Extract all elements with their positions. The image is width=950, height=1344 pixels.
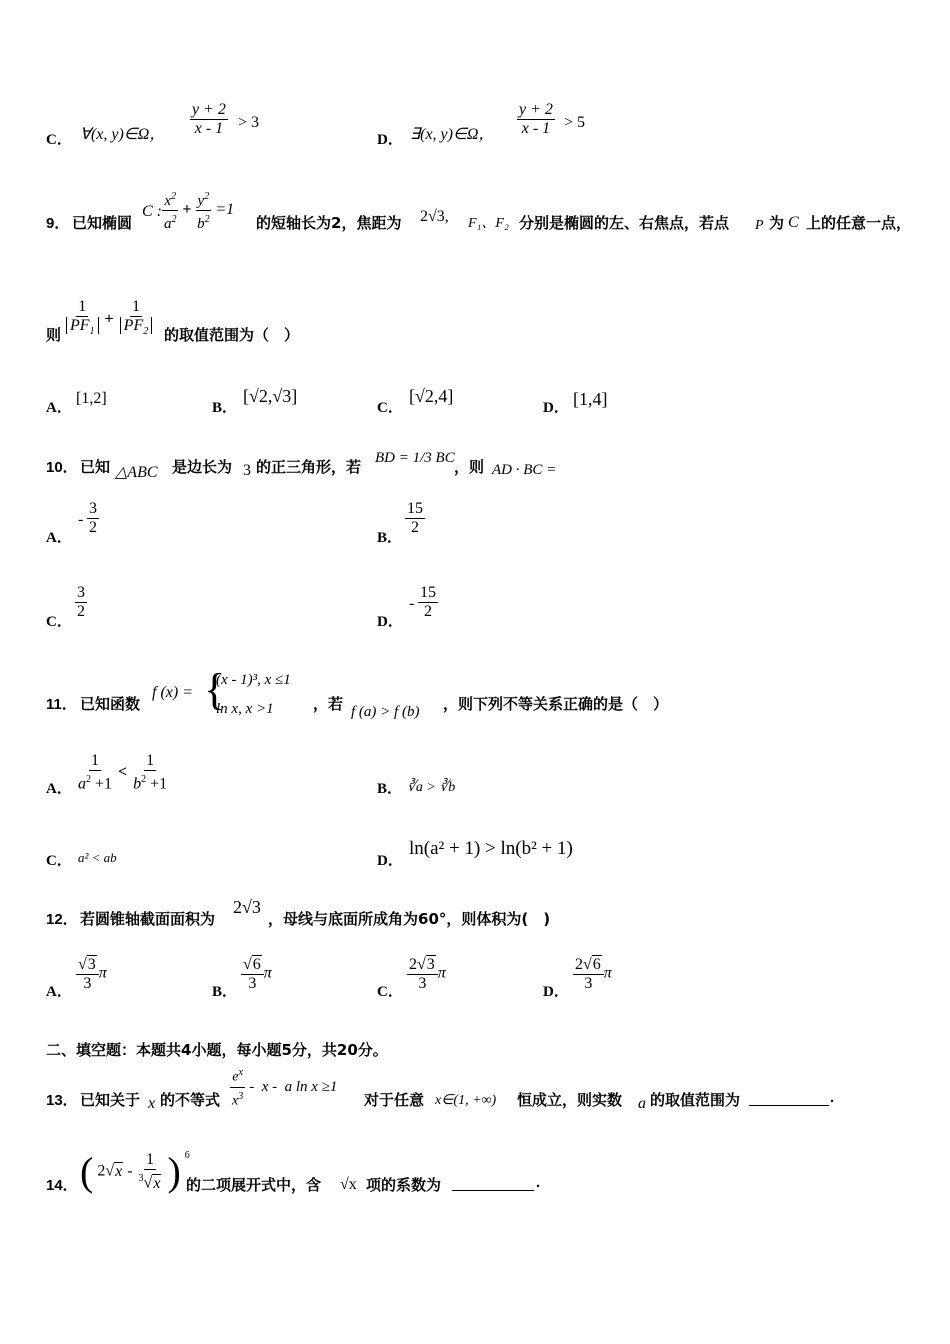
option-label: C． [377,400,403,416]
option-label: A． [46,984,72,1000]
piecewise-case-1: (x - 1)³, x ≤1 [216,672,291,688]
option-fraction: $\frac{3}{2}$ [77,584,85,620]
question-text: 是边长为 [172,458,233,476]
reciprocal-sum-expression: $\frac{1}{PF_1}$ + $\frac{1}{PF_2}$ [64,298,154,341]
option-relation: > 5 [564,114,586,131]
question-number: 12． [46,911,78,928]
question-number: 10． [46,459,78,476]
question-text: 的二项展开式中，含 [186,1176,322,1194]
option-relation: > 3 [238,114,260,131]
option-fraction: $\frac{y + 2}{x - 1}$ [519,101,553,137]
period: . [536,1174,541,1191]
option-label: D． [377,614,403,630]
question-text: ，则 [454,458,485,476]
option-expression: $\frac{2√3}{3}$ π [409,956,446,992]
option-label: C． [46,132,72,148]
question-text: 已知椭圆 [72,214,133,232]
ellipse-equation: $\frac{x^2}{a^2}$ + $\frac{y^2}{b^2}$ =1 [162,188,234,233]
term: √x [340,1176,357,1193]
question-text: ，若 [313,695,344,713]
option-fraction: $\frac{15}{2}$ [420,584,436,620]
answer-blank[interactable] [749,1091,829,1106]
option-fraction: $\frac{3}{2}$ [89,500,97,536]
option-label: C． [46,614,72,630]
variable-x: x [148,1095,156,1112]
question-text: 为 [769,214,785,232]
option-label: D． [377,132,403,148]
question-text: 恒成立，则实数 [517,1091,623,1109]
question-number: 9． [46,215,70,232]
side-length: 3 [243,462,251,479]
question-number: 14． [46,1177,78,1194]
option-value: [1,4] [573,389,608,409]
domain: x∈(1, +∞) [435,1093,497,1108]
option-label: B． [212,400,238,416]
answer-blank[interactable] [452,1176,534,1191]
ellipse-name: C : [142,203,162,220]
option-fraction: $\frac{15}{2}$ [407,500,423,536]
question-number: 13． [46,1092,78,1109]
option-value: [√2,√3] [243,386,298,406]
option-label: A． [46,400,72,416]
option-label: C． [377,984,403,1000]
option-label: A． [46,781,72,797]
triangle: △ABC [115,464,158,481]
option-quantifier: ∀(x, y)∈Ω， [80,126,166,143]
point-p: P [755,218,764,233]
option-value: [1,2] [76,390,107,407]
binomial-expression: ( 2√x - $\frac{1}{^3√x}$ ) $^6$ [80,1149,190,1194]
question-text: 分别是椭圆的左、右焦点，若点 [519,214,730,232]
question-text: ，母线与底面所成角为60°，则体积为( ) [268,910,551,928]
question-text: 的取值范围为 [650,1091,741,1109]
option-label: D． [377,853,403,869]
section-heading: 二、填空题：本题共4小题，每小题5分，共20分。 [46,1041,388,1059]
focal-length: 2√3, [420,208,449,225]
option-expression: $\frac{√3}{3}$ π [78,956,107,992]
option-text: ∛a > ∛b [407,780,456,795]
variable-a: a [638,1095,646,1112]
axial-section-area: 2√3 [233,897,261,917]
option-label: D． [543,400,569,416]
foci-labels: F₁、F₂ [468,216,509,231]
option-expression: $\frac{2√6}{3}$ π [575,956,612,992]
option-text: a² < ab [78,850,117,865]
condition: f (a) > f (b) [351,704,420,720]
option-sign: - [409,595,415,612]
question-text: 上的任意一点， [806,214,912,232]
option-text: ln(a² + 1) > ln(b² + 1) [409,838,573,859]
question-text: 已知函数 [80,695,141,713]
question-text: ，则下列不等关系正确的是（ ） [443,695,669,713]
curve-c: C [788,214,799,231]
question-text: 的取值范围为（ ） [164,326,300,344]
piecewise-case-2: ln x, x >1 [216,701,274,717]
option-quantifier: ∃(x, y)∈Ω， [410,126,495,143]
option-label: B． [212,984,238,1000]
question-text: 已知关于 [80,1091,141,1109]
option-label: A． [46,530,72,546]
option-fraction: $\frac{y + 2}{x - 1}$ [192,101,226,137]
question-number: 11． [46,696,77,713]
brace: { [204,665,226,714]
question-text: 则 [46,326,62,344]
option-label: B． [377,530,403,546]
question-text: 的正三角形，若 [256,458,362,476]
function-name: f (x) = [152,684,193,701]
question-text: 的短轴长为2，焦距为 [256,214,402,232]
question-text: 的不等式 [160,1091,221,1109]
vector-condition: BD = 1/3 BC [375,450,455,466]
period: . [830,1089,835,1106]
question-text: 已知 [80,458,111,476]
question-text: 项的系数为 [366,1176,442,1194]
dot-product-expression: AD · BC = [492,462,557,478]
inequality-expression: $\frac{e^x}{x^3}$ - x - a ln x ≥1 [230,1064,337,1110]
option-expression: $\frac{√6}{3}$ π [243,956,272,992]
question-text: 对于任意 [364,1091,425,1109]
option-label: D． [543,984,569,1000]
question-text: 若圆锥轴截面面积为 [80,910,216,928]
option-value: [√2,4] [409,386,454,406]
option-sign: - [78,511,84,528]
option-label: C． [46,853,72,869]
option-label: B． [377,781,403,797]
option-expression: $\frac{1}{a^2 +1}$ < $\frac{1}{b^2 +1}$ [78,752,168,793]
